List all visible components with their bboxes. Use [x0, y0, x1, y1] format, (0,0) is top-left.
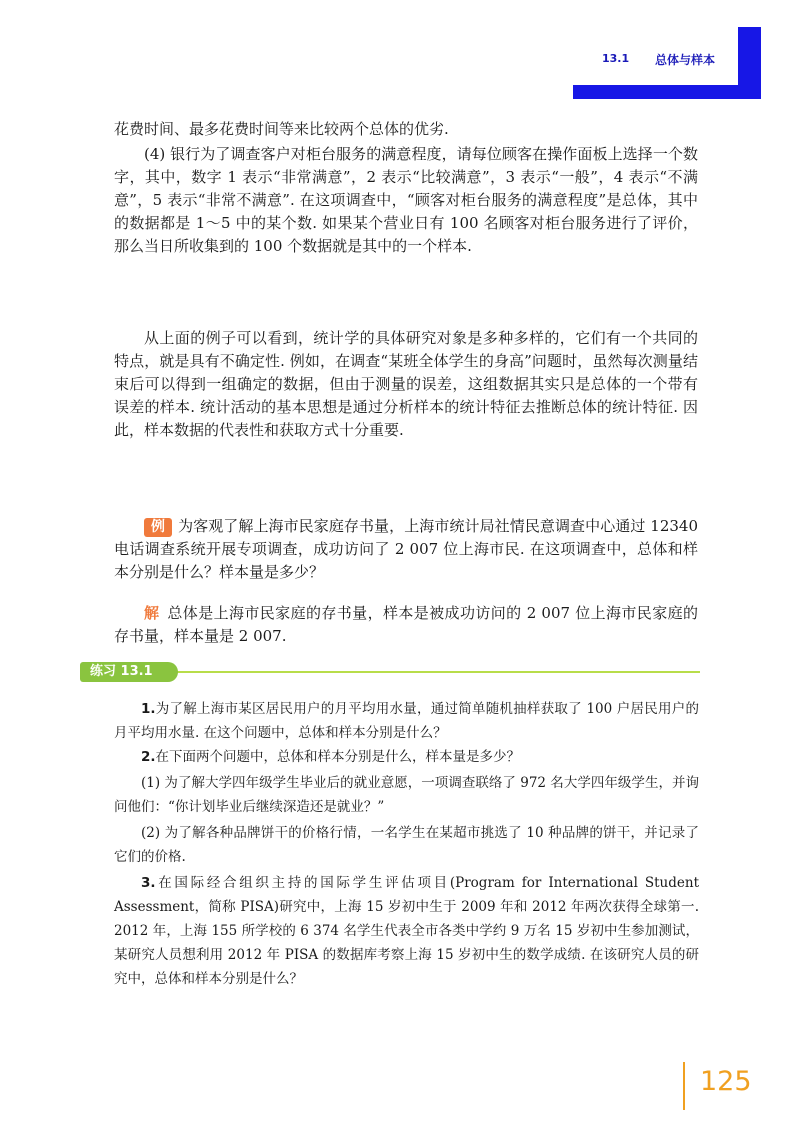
page-number-rule: [683, 1062, 685, 1110]
paragraph-statistics-idea: 从上面的例子可以看到，统计学的具体研究对象是多种多样的，它们有一个共同的特点，就是具有不确定性. 例如，在调查“某班全体学生的身高”问题时，虽然每次测量结束后可以得到一组确定的数据，但由于测量的误差，这组数据其实只是总体的一个带有误差的样本. 统计活动的基本思想是通过分析样本的统计特征去推断总体的统计特征. 因此，样本数据的代表性和获取方式十分重要.: [114, 329, 698, 439]
example-question: 为客观了解上海市民家庭存书量，上海市统计局社情民意调查中心通过 12340 电话调查系统开展专项调查，成功访问了 2 007 位上海市民. 在这项调查中，总体和样本分别是什么？样本量是多少？: [114, 517, 698, 581]
header-section-number: 13.1: [602, 52, 630, 65]
exercise-item-text: 为了解上海市某区居民用户的月平均用水量，通过简单随机抽样获取了 100 户居民用户的月平均用水量. 在这个问题中，总体和样本分别是什么？: [114, 701, 699, 741]
solution-text: 总体是上海市民家庭的存书量，样本是被成功访问的 2 007 位上海市民家庭的存书量，样本量是 2 007.: [114, 604, 698, 645]
exercise-divider-line: [170, 671, 700, 673]
exercise-item-number: 1.: [141, 701, 156, 717]
exercise-item-text: 在国际经合组织主持的国际学生评估项目(Program for International Student Assessment，简称 PISA)研究中，上海 15 岁初中生于 2009 年和 2012 年两次获得全球第一. 2012 年，上海 155 所学校的 6 374 名学生代表全市各类中学约 9 万名 15 岁初中生参加测试，某研究人员想利用 2012 年 PISA 的数据库考察上海 15 岁初中生的数学成绩. 在该研究人员的研究中，总体和样本分别是什么？: [114, 875, 699, 987]
page-number: 125: [700, 1066, 752, 1097]
paragraph-continuation: 花费时间、最多花费时间等来比较两个总体的优劣.: [114, 120, 449, 138]
example-block: [114, 515, 698, 584]
exercise-item-3: [114, 871, 699, 991]
exercise-item-number: 2.: [141, 749, 156, 765]
exercise-item-number: 3.: [141, 875, 156, 891]
example-tag: 例: [144, 518, 172, 537]
exercise-item-2-1: (1) 为了解大学四年级学生毕业后的就业意愿，一项调查联络了 972 名大学四年级学生，并询问他们：“你计划毕业后继续深造还是就业？”: [114, 775, 699, 815]
paragraph-example-4: (4) 银行为了调查客户对柜台服务的满意程度，请每位顾客在操作面板上选择一个数字，其中，数字 1 表示“非常满意”，2 表示“比较满意”，3 表示“一般”，4 表示“不满意”，5 表示“非常不满意”. 在这项调查中，“顾客对柜台服务的满意程度”是总体，其中的数据都是 1～5 中的某个数. 如果某个营业日有 100 名顾客对柜台服务进行了评价，那么当日所收集到的 100 个数据就是其中的一个样本.: [114, 145, 698, 255]
header-section-title: 总体与样本: [655, 53, 716, 67]
solution-tag: 解: [144, 604, 160, 622]
exercise-title: 练习 13.1: [80, 662, 178, 682]
exercise-item-1: [114, 697, 699, 745]
solution-block: [114, 602, 698, 648]
exercise-item-2: [114, 745, 699, 769]
exercise-item-text: 在下面两个问题中，总体和样本分别是什么，样本量是多少？: [155, 749, 521, 765]
exercise-item-2-2: (2) 为了解各种品牌饼干的价格行情，一名学生在某超市挑选了 10 种品牌的饼干，并记录了它们的价格.: [114, 825, 699, 865]
